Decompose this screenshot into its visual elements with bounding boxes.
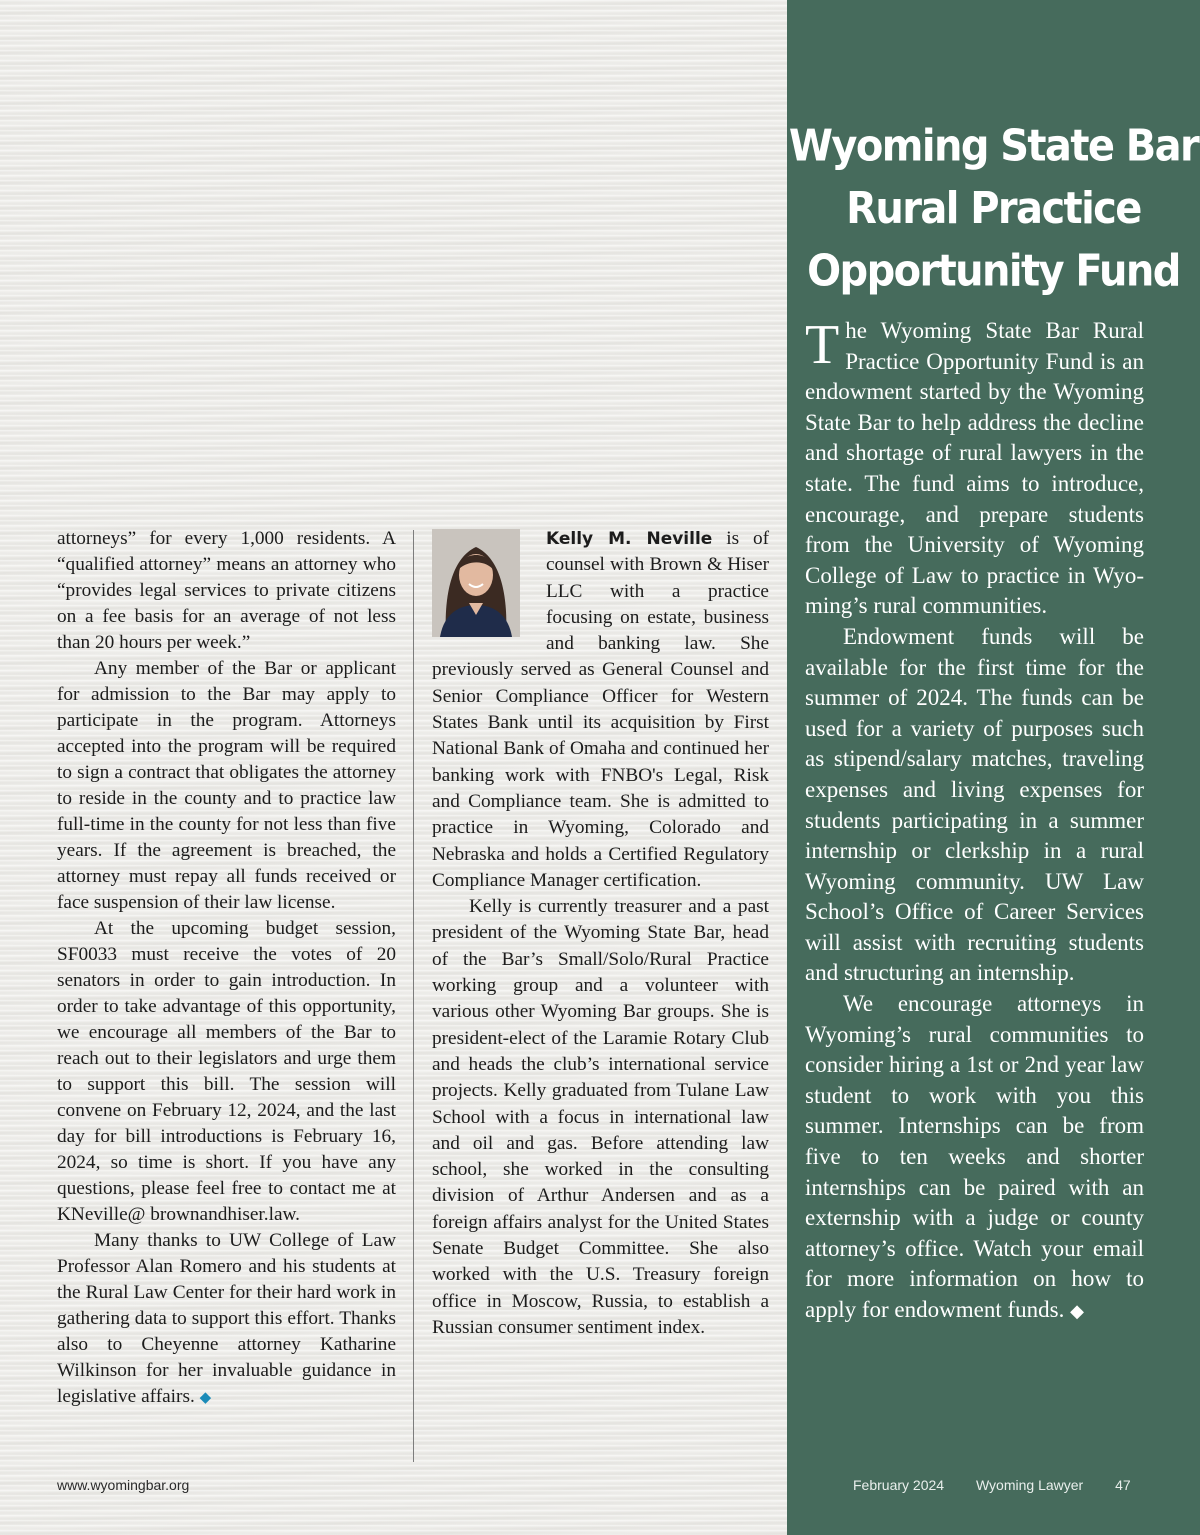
footer-info (853, 1477, 1131, 1493)
left-paragraph-3: At the upcoming budget session, SF0033 must receive the votes of 20 senators in order to gain introduction. In order to take advantage of this opportunity, we encourage all members of the Bar to reach out to their legislators and urge them to support this bill. The session will convene on February 12, 2024, and the last day for bill introductions is February 16, 2024, so time is short. If you have any questions, please feel free to contact me at KNeville@ brownandhiser.law. (57, 918, 396, 1225)
bio-author-name: Kelly M. Neville (546, 529, 713, 549)
footer-website: www.wyomingbar.org (57, 1477, 190, 1493)
left-paragraph-2: Any member of the Bar or applicant for admission to the Bar may apply to participate in the program. Attorneys accepted into the program will be required to sign a contract that obligates the attorney to reside in the county and to practice law full-time in the county for not less than five years. If the agreement is breached, the attorney must repay all funds received or face suspension of their law license. (57, 658, 396, 913)
author-photo (432, 529, 520, 637)
footer-date: February 2024 (853, 1477, 945, 1493)
end-diamond-icon: ◆ (199, 1390, 212, 1406)
sidebar-paragraph-3 (805, 989, 1144, 1327)
sidebar-body (805, 316, 1144, 1327)
column-divider (413, 530, 414, 1462)
sidebar-paragraph-2: Endowment funds will be available for the first time for the summer of 2024. The funds can be used for a variety of purposes such as stipend/salary matches, traveling expenses and living expenses for students participating in a summer internship or clerkship in a rural Wyoming community. UW Law School’s Office of Career Services will assist with recruiting students and structuring an internship. (805, 623, 1144, 986)
sidebar-title-line-2: Rural Practice (846, 184, 1141, 234)
left-paragraph-1: attorneys” for every 1,000 residents. A “qualified attorney” means an attorney who “provides legal services to private citizens on a fee basis for an average of not less than 20 hours per week.” (57, 528, 396, 653)
author-bio-column (432, 526, 769, 1341)
sidebar-title-line-3: Opportunity Fund (807, 246, 1180, 297)
fund-sidebar (787, 0, 1200, 1535)
sidebar-paragraph-3-text: We encourage attorneys in Wyoming’s rural communities to consider hiring a 1st or 2nd year law student to work with you this summer. Internships can be from five to ten weeks and shorter internships can be paired with an externship with a judge or county attorney’s office. Watch your email for more information on how to apply for endowment funds. (805, 991, 1144, 1322)
footer-page-number: 47 (1115, 1477, 1131, 1493)
drop-cap: T (805, 314, 840, 376)
sidebar-end-diamond-icon: ◆ (1070, 1301, 1084, 1321)
left-paragraph-4 (57, 1228, 396, 1411)
footer-publication: Wyoming Lawyer (975, 1477, 1084, 1493)
sidebar-title-line-1: Wyoming State Bar (788, 121, 1199, 172)
bio-paragraph-1-text: is of counsel with Brown & Hiser LLC with a practice focusing on estate, business and banking law. She previously served as General Counsel and Senior Compliance Officer for Western States Bank until its acquisition by First National Bank of Omaha and continued her banking work with FNBO's Legal, Risk and Compliance team. She is admitted to practice in Wyoming, Colorado and Nebraska and holds a Certified Regulatory Compliance Manager certification. (432, 528, 770, 891)
sidebar-paragraph-1 (805, 316, 1144, 622)
sidebar-paragraph-1-text: he Wyoming State Bar Rural Practice Opportunity Fund is an endowment started by the Wyoming State Bar to help address the decline and shortage of rural lawyers in the state. The fund aims to introduce, encourage, and prepare students from the University of Wyoming College of Law to practice in Wyoming’s rural communities. (805, 318, 1144, 619)
left-paragraph-4-text: Many thanks to UW College of Law Professor Alan Romero and his students at the Rural Law Center for their hard work in gathering data to support this effort. Thanks also to Cheyenne attorney Katharine Wilkinson for her invaluable guidance in legislative affairs. (57, 1230, 396, 1407)
bio-paragraph-2: Kelly is currently treasurer and a past president of the Wyoming State Bar, head of the Bar’s Small/Solo/Rural Practice working group and a volunteer with various other Wyoming Bar groups. She is president-elect of the Laramie Rotary Club and heads the club’s international service projects. Kelly graduated from Tulane Law School with a focus in international law and oil and gas. Before attending law school, she worked in the consulting division of Arthur Andersen and as a foreign affairs analyst for the United States Senate Budget Committee. She also worked with the U.S. Treasury foreign office in Moscow, Russia, to establish a Russian consumer sentiment index. (432, 896, 769, 1338)
left-article-column (57, 526, 396, 1411)
sidebar-title (787, 115, 1200, 303)
